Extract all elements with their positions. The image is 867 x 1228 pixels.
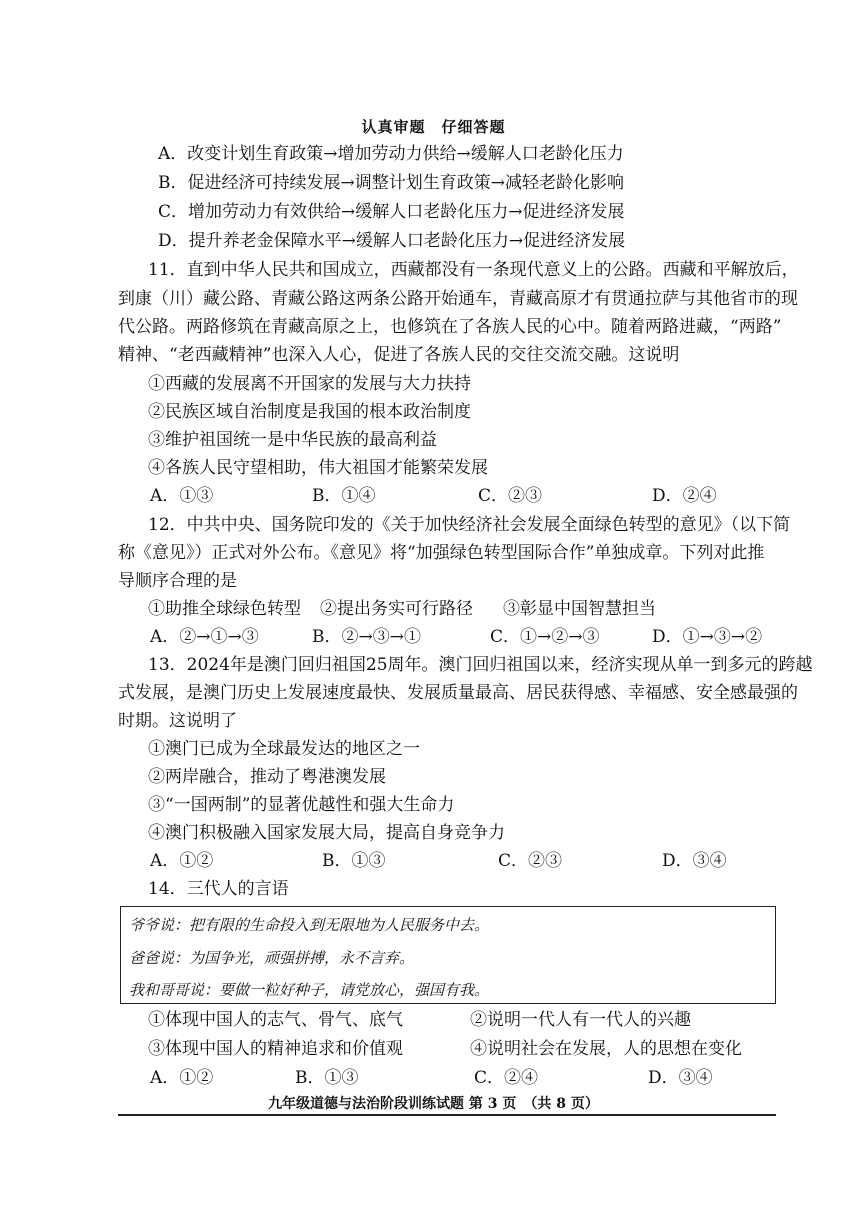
q12-stem-line: 导顺序合理的是 <box>118 571 237 591</box>
q13-choice-a: A．①② <box>150 851 214 871</box>
q14-statement: ②说明一代人有一代人的兴趣 <box>470 1010 691 1030</box>
q12-statement: ①助推全球绿色转型 <box>148 599 301 619</box>
q12-choice-a: A．②→①→③ <box>150 627 259 647</box>
q11-stem-line: 到康（川）藏公路、青藏公路这两条公路开始通车，青藏高原才有贯通拉萨与其他省市的现 <box>118 289 798 309</box>
page-header: 认真审题 仔细答题 <box>361 118 506 136</box>
q13-choice-b: B．①③ <box>322 851 386 871</box>
q13-stem-line: 时期。这说明了 <box>118 711 237 731</box>
q11-stem-line: 代公路。两路修筑在青藏高原之上，也修筑在了各族人民的心中。随着两路进藏，“两路” <box>118 317 782 337</box>
q11-choice-a: A．①③ <box>150 486 214 506</box>
quote-box <box>120 906 776 1004</box>
q12-statement: ③彰显中国智慧担当 <box>503 599 656 619</box>
q10-option-d: D．提升养老金保障水平→缓解人口老龄化压力→促进经济发展 <box>158 231 626 251</box>
q13-statement: ②两岸融合，推动了粤港澳发展 <box>148 767 386 787</box>
q11-statement: ③维护祖国统一是中华民族的最高利益 <box>148 430 437 450</box>
q11-statement: ④各族人民守望相助，伟大祖国才能繁荣发展 <box>148 458 488 478</box>
q12-stem-line: 12．中共中央、国务院印发的《关于加快经济社会发展全面绿色转型的意见》（以下简 <box>148 515 791 535</box>
q14-statement: ③体现中国人的精神追求和价值观 <box>148 1039 403 1059</box>
q11-statement: ①西藏的发展离不开国家的发展与大力扶持 <box>148 374 471 394</box>
q13-stem-line: 式发展，是澳门历史上发展速度最快、发展质量最高、居民获得感、幸福感、安全感最强的 <box>118 683 798 703</box>
q12-statement: ②提出务实可行路径 <box>320 599 473 619</box>
grandpa-quote: 爷爷说：把有限的生命投入到无限地为人民服务中去。 <box>129 916 490 934</box>
q10-option-a: A．改变计划生育政策→增加劳动力供给→缓解人口老龄化压力 <box>158 144 624 164</box>
q14-stem: 14．三代人的言语 <box>148 879 289 899</box>
q14-choice-d: D．③④ <box>648 1068 713 1088</box>
q11-statement: ②民族区域自治制度是我国的根本政治制度 <box>148 402 471 422</box>
dad-quote: 爸爸说：为国争光，顽强拼搏，永不言弃。 <box>129 949 415 967</box>
q12-stem-line: 称《意见》）正式对外公布。《意见》将“加强绿色转型国际合作”单独成章。下列对此推 <box>118 543 765 563</box>
q13-statement: ③“一国两制”的显著优越性和强大生命力 <box>148 795 455 815</box>
q11-choice-d: D．②④ <box>652 486 717 506</box>
q13-statement: ①澳门已成为全球最发达的地区之一 <box>148 739 420 759</box>
q14-choice-b: B．①③ <box>295 1068 359 1088</box>
footer-rule <box>118 1114 776 1116</box>
q11-choice-c: C．②③ <box>478 486 543 506</box>
q12-choice-d: D．①→③→② <box>652 627 763 647</box>
q14-choice-a: A．①② <box>150 1068 214 1088</box>
page-footer: 九年级道德与法治阶段训练试题 第 3 页 （共 8 页） <box>268 1096 599 1112</box>
q10-option-b: B．促进经济可持续发展→调整计划生育政策→减轻老龄化影响 <box>158 173 624 193</box>
q11-choice-b: B．①④ <box>312 486 376 506</box>
q13-choice-d: D．③④ <box>662 851 727 871</box>
q13-choice-c: C．②③ <box>498 851 563 871</box>
q11-stem-line: 11．直到中华人民共和国成立，西藏都没有一条现代意义上的公路。西藏和平解放后， <box>148 260 799 280</box>
brother-quote: 我和哥哥说：要做一粒好种子，请党放心，强国有我。 <box>129 981 490 999</box>
q12-choice-b: B．②→③→① <box>312 627 421 647</box>
q12-choice-c: C．①→②→③ <box>490 627 600 647</box>
q14-choice-c: C．②④ <box>474 1068 539 1088</box>
q14-statement: ④说明社会在发展，人的思想在变化 <box>470 1039 742 1059</box>
q13-stem-line: 13．2024年是澳门回归祖国25周年。澳门回归祖国以来，经济实现从单一到多元的跨越 <box>148 655 813 675</box>
q14-statement: ①体现中国人的志气、骨气、底气 <box>148 1010 403 1030</box>
q13-statement: ④澳门积极融入国家发展大局，提高自身竞争力 <box>148 823 505 843</box>
q11-stem-line: 精神、“老西藏精神”也深入人心，促进了各族人民的交往交流交融。这说明 <box>118 345 680 365</box>
q10-option-c: C．增加劳动力有效供给→缓解人口老龄化压力→促进经济发展 <box>158 202 625 222</box>
